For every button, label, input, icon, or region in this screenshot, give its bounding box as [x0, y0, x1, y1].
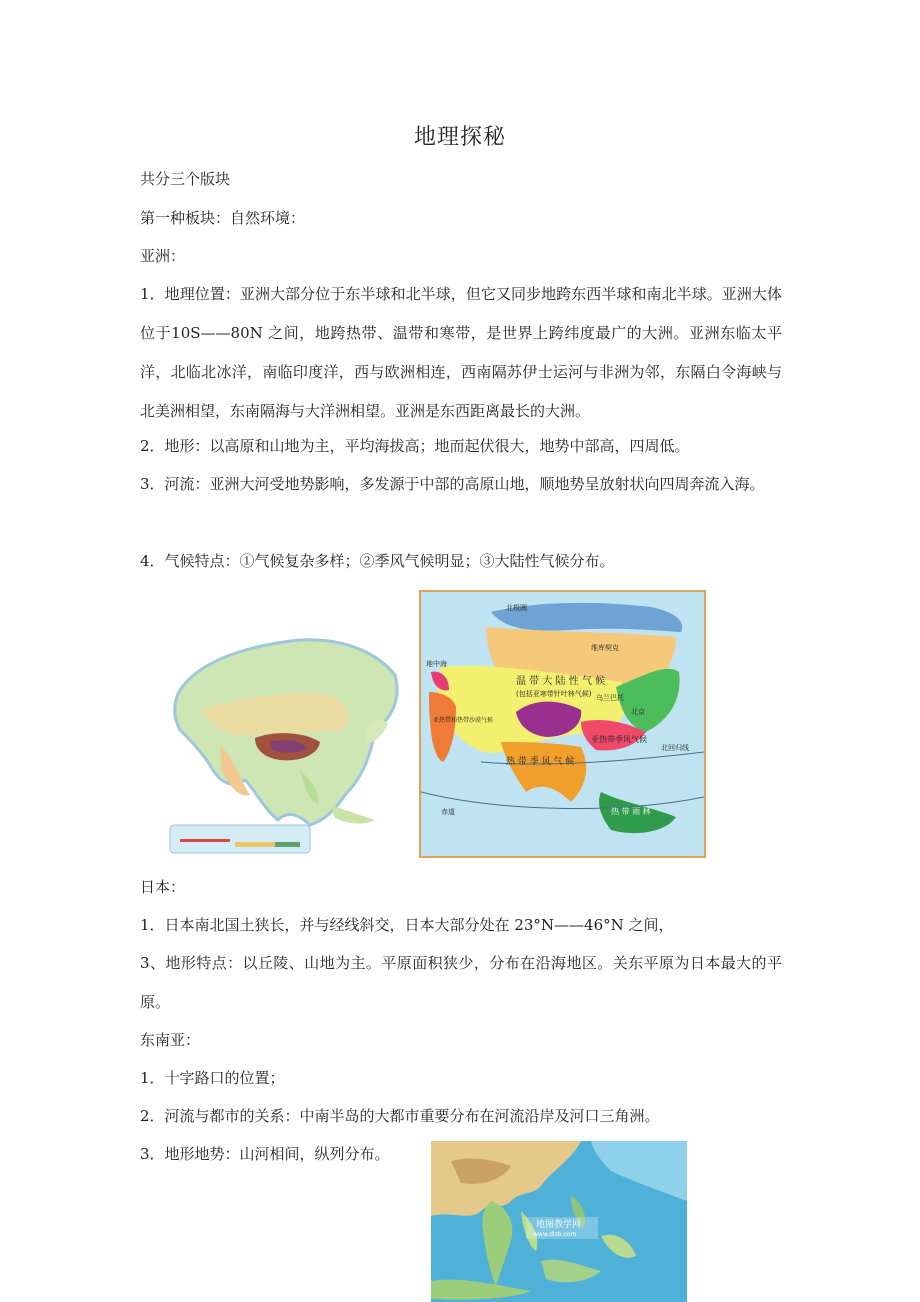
label-mediterranean: 地中海: [426, 660, 447, 668]
japan-terrain-paragraph: 3、地形特点：以丘陵、山地为主。平原面积狭少，分布在沿海地区。关东平原为日本最大的平原。: [140, 954, 782, 1011]
label-continental-sub: (包括亚寒带针叶林气候): [516, 690, 592, 698]
intro-line: 共分三个版块: [140, 170, 231, 188]
se-asia-location-paragraph: 1．十字路口的位置；: [140, 1069, 285, 1087]
label-desert: 亚热带和热带沙漠气候: [433, 717, 494, 724]
asia-heading: 亚洲：: [140, 247, 186, 265]
section-heading: 第一种板块：自然环境：: [140, 209, 306, 227]
label-rainforest: 热 带 雨 林: [611, 807, 651, 816]
page-title: 地理探秘: [413, 125, 506, 150]
asia-climate-paragraph: 4．气候特点：①气候复杂多样；②季风气候明显；③大陆性气候分布。: [140, 552, 615, 570]
label-equator: 赤道: [441, 808, 455, 816]
japan-heading: 日本：: [140, 878, 186, 896]
asia-rivers-paragraph: 3．河流：亚洲大河受地势影响，多发源于中部的高原山地，顺地势呈放射状向四周奔流入海。: [140, 475, 765, 493]
label-tropic: 北回归线: [661, 744, 689, 752]
se-asia-rivers-paragraph: 2．河流与都市的关系：中南半岛的大都市重要分布在河流沿岸及河口三角洲。: [140, 1107, 660, 1125]
asia-physical-map: [160, 620, 405, 858]
japan-location-paragraph: 1．日本南北国土狭长，并与经线斜交，日本大部分处在 23°N——46°N 之间，: [140, 916, 674, 934]
asia-terrain-paragraph: 2．地形：以高原和山地为主，平均海拔高；地而起伏很大，地势中部高，四周低。: [140, 437, 690, 455]
label-verkhoyansk: 维库契克: [591, 644, 619, 652]
asia-location-paragraph: 1．地理位置：亚洲大部分位于东半球和北半球，但它又同步地跨东西半球和南北半球。亚洲大体位于10S——80N 之间，地跨热带、温带和寒带，是世界上跨纬度最广的大洲。亚洲东临太平洋，北临北冰洋，南临印度洋，西与欧洲相连，西南隔苏伊士运河与非洲为邻，东隔白令海峡与北美洲相望，东南隔海与大洋洲相望。亚洲是东西距离最长的大洲。: [140, 285, 782, 420]
map-watermark-url: www.dlzb.com: [533, 1231, 577, 1238]
se-asia-terrain-paragraph: 3．地形地势：山河相间，纵列分布。: [140, 1145, 390, 1163]
label-beijing: 北京: [631, 708, 645, 716]
map-watermark: 地图教学网: [536, 1220, 582, 1230]
label-tropical-monsoon: 热 带 季 风 气 候: [506, 757, 575, 767]
se-asia-heading: 东南亚：: [140, 1031, 201, 1049]
southeast-asia-map: [431, 1141, 687, 1302]
asia-climate-map: [419, 590, 706, 858]
label-arctic: 北极圈: [506, 604, 527, 612]
label-ulaanbaatar: 乌兰巴托: [596, 694, 624, 702]
label-continental: 温 带 大 陆 性 气 候: [516, 676, 606, 687]
label-subtropical: 亚热带季风气候: [591, 735, 647, 744]
